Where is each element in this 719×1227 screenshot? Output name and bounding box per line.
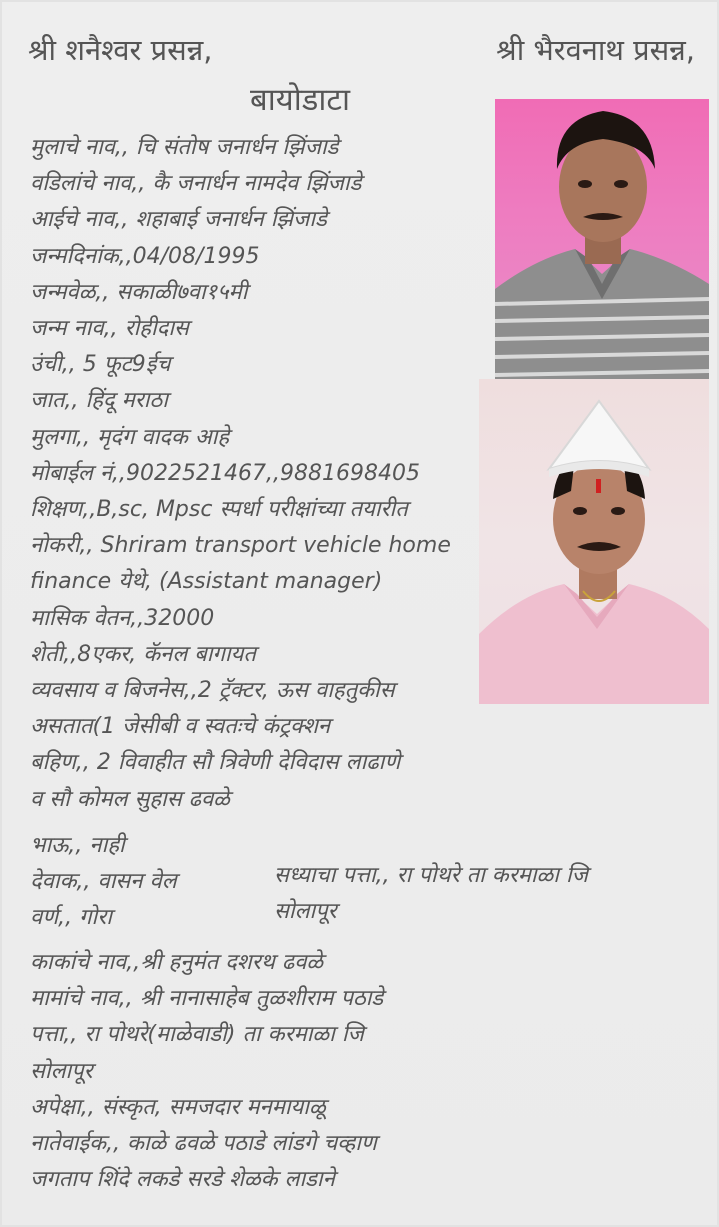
portrait-2-icon bbox=[479, 379, 709, 704]
portrait-1-icon bbox=[495, 99, 709, 384]
detail-line: आईचे नाव,, शहाबाई जनार्धन झिंजाडे bbox=[30, 207, 327, 233]
current-address bbox=[274, 858, 588, 930]
detail-line: उंची,, 5 फूट9ईच bbox=[30, 352, 171, 378]
detail-line: नोकरी,, Shriram transport vehicle home bbox=[30, 533, 451, 559]
detail-line: जन्म नाव,, रोहीदास bbox=[30, 316, 189, 342]
detail-line: सोलापूर bbox=[30, 1058, 93, 1084]
current-address-line: सध्याचा पत्ता,, रा पोथरे ता करमाळा जि bbox=[274, 863, 588, 888]
detail-line: जन्मदिनांक,,04/08/1995 bbox=[30, 243, 260, 269]
detail-line: मुलाचे नाव,, चि संतोष जनार्धन झिंजाडे bbox=[30, 135, 339, 160]
detail-line: मासिक वेतन,,32000 bbox=[30, 605, 215, 631]
detail-line: जन्मवेळ,, सकाळी७वा१५मी bbox=[30, 279, 248, 305]
detail-line: काकांचे नाव,,श्री हनुमंत दशरथ ढवळे bbox=[30, 950, 324, 975]
detail-line: वडिलांचे नाव,, कै जनार्धन नामदेव झिंजाडे bbox=[30, 171, 362, 197]
details-list-end bbox=[30, 945, 570, 1198]
detail-line: मुलगा,, मृदंग वादक आहे bbox=[30, 424, 230, 450]
detail-line: शिक्षण,,B,sc, Mpsc स्पर्धा परीक्षांच्या तयारीत bbox=[30, 497, 408, 523]
blessing-left: श्री शनैश्वर प्रसन्न, bbox=[28, 33, 213, 67]
detail-line: देवाक,, वासन वेल bbox=[30, 869, 177, 895]
blessing-right: श्री भैरवनाथ प्रसन्न, bbox=[496, 33, 695, 67]
detail-line: जात,, हिंदू मराठा bbox=[30, 388, 168, 414]
detail-line: भाऊ,, नाही bbox=[30, 832, 125, 858]
detail-line: finance येथे, (Assistant manager) bbox=[30, 569, 383, 595]
detail-line: मामांचे नाव,, श्री नानासाहेब तुळशीराम पठाडे bbox=[30, 986, 384, 1012]
detail-line: जगताप शिंदे लकडे सरडे शेळके लाडाने bbox=[30, 1167, 335, 1193]
detail-line: व सौ कोमल सुहास ढवळे bbox=[30, 786, 230, 812]
detail-line: व्यवसाय व बिजनेस,,2 ट्रॅक्टर, ऊस वाहतुकीस bbox=[30, 678, 395, 704]
detail-line: असतात(1 जेसीबी व स्वतःचे कंट्रक्शन bbox=[30, 714, 331, 740]
page-title: बायोडाटा bbox=[250, 82, 351, 118]
detail-line: अपेक्षा,, संस्कृत, समजदार मनमायाळू bbox=[30, 1094, 326, 1120]
detail-line: बहिण,, 2 विवाहीत सौ त्रिवेणी देविदास लाढाणे bbox=[30, 750, 401, 776]
current-address-line: सोलापूर bbox=[274, 899, 337, 924]
detail-line: नातेवाईक,, काळे ढवळे पठाडे लांडगे चव्हाण bbox=[30, 1131, 377, 1157]
profile-photo-1 bbox=[495, 99, 709, 384]
detail-line: मोबाईल नं,,9022521467,,9881698405 bbox=[30, 460, 420, 486]
profile-photo-2 bbox=[479, 379, 709, 704]
detail-line: वर्ण,, गोरा bbox=[30, 905, 112, 931]
detail-line: पत्ता,, रा पोथरे(माळेवाडी) ता करमाळा जि bbox=[30, 1022, 364, 1048]
details-list bbox=[30, 130, 490, 936]
detail-line: शेती,,8एकर, कॅनल बागायत bbox=[30, 641, 256, 667]
